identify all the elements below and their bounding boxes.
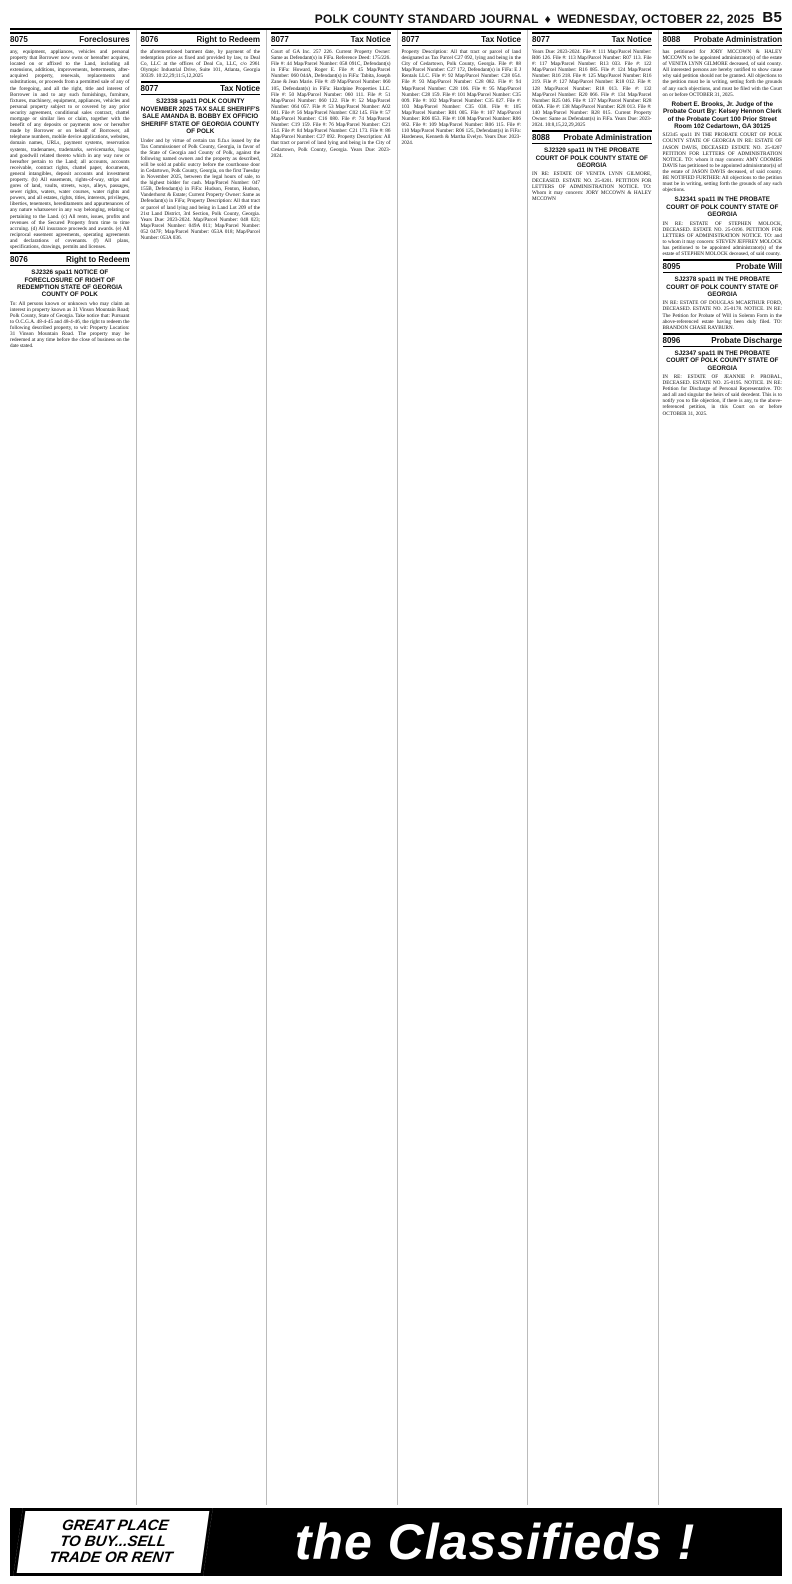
section-header <box>663 32 783 46</box>
notice-body: IN RE: ESTATE OF JEANNIE P. PROBAL, DECEASED. ESTATE NO. 25-0195. NOTICE. IN RE: Petition for Discharge of Personal Representative. TO: and all and singular the heirs of said decedent. This is to notify you to file objection, if there is any, to the above-referenced petition, in this Court on or before OCTOBER 31, 2025. <box>662 374 782 417</box>
notice-body: has petitioned for JORY MCCOWN & HALEY MCCOWN to be appointed administrator(s) of the estate of VENITA LYNN GILMORE deceased, of said county. All interested persons are hereby notified to show cause why said petition should not be granted. All objections to the petition must be in writing, setting forth the grounds of any such objections, and must be filed with the Court on or before OCTOBER 31, 2025. <box>662 49 782 98</box>
notice-body: IN RE: ESTATE OF DOUGLAS MCARTHUR FORD, DECEASED. ESTATE NO. 25-0178. NOTICE. IN RE: The Petition for Probate of Will in Solemn Form in the above-referenced estate having been duly filed. TO: BRANDON CHASE RAYBURN. <box>662 300 782 331</box>
diamond-separator: ♦ <box>544 12 551 26</box>
section-code: 8096 <box>662 335 681 345</box>
notice-body: the aforementioned barment date, by payment of the redemption price as fixed and provided by law, to Deal Co, LLC at the offices of Deal Co, LLC, c/o 2961 Olympic Industrial Drive, Suite 101, Atlanta, Georgia 30339. 10:22,29;11:5,12,2025 <box>140 49 260 80</box>
notice-body: Property Description: All that tract or parcel of land designated as Tax Parcel C27 092, lying and being in the City of Cedartown, Polk County, Georgia. File #: 88 Map/Parcel Number: C27 172, Defendant(s) in FiFa: E J Rentals LLC. File #: 92 Map/Parcel Number: C28 054. File #: 93 Map/Parcel Number: C28 082. File #: 94 Map/Parcel Number: C28 106. File #: 95 Map/Parcel Number: C28 159. File #: 101 Map/Parcel Number: C35 009. File #: 102 Map/Parcel Number: C35 027. File #: 103 Map/Parcel Number: C35 038. File #: 105 Map/Parcel Number: R01 005. File #: 107 Map/Parcel Number: R06 053. File #: 108 Map/Parcel Number: R06 062. File #: 109 Map/Parcel Number: R06 115. File #: 110 Map/Parcel Number: R06 125, Defendant(s) in FiFa: Hardeness, Kenneth & Martha Evelyn. Years Due: 2023-2024. <box>401 49 521 147</box>
section-code: 8077 <box>401 35 420 44</box>
section-category: Probate Administration <box>693 35 782 44</box>
masthead <box>10 4 782 30</box>
notice-columns <box>10 30 782 1505</box>
section-header <box>663 259 783 273</box>
notice-title: SJ2378 spa11 IN THE PROBATE COURT OF POLK COUNTY STATE OF GEORGIA <box>666 276 779 298</box>
section-header <box>10 32 130 46</box>
section-code: 8088 <box>532 133 550 143</box>
banner-slogan-line: TO BUY...SELL <box>58 1533 168 1550</box>
section-code: 8076 <box>10 255 28 265</box>
classifieds-banner <box>10 1508 782 1576</box>
page-number: B5 <box>762 9 782 26</box>
section-category: Probate Administration <box>563 133 652 143</box>
notice-body: Under and by virtue of certain tax fi.fa.s issued by the Tax Commissioner of Polk County, Georgia, in favor of the State of Georgia and County of Polk, against the following named owners and the property as described, will be sold at public outcry before the courthouse door in Cedartown, Polk County, Georgia, on the first Tuesday in November 2025, between the legal hours of sale, to the highest bidder for cash. Map/Parcel Number: 047 155B, Defendant(s) in FiFa: Hudson, Fenton, Hudson, Vanderhorst & Estate; Current Property Owner: Same as Defendant(s) in FiFa; Property Description: All that tract or parcel of land lying and being in Land Lot 209 of the 21st Land District, 3rd Section, Polk County, Georgia. Years Due: 2023-2024. Map/Parcel Number: 048 023; Map/Parcel Number: 049A 011; Map/Parcel Number: 052 047F; Map/Parcel Number: 053A 018; Map/Parcel Number: 053A 036. <box>140 137 260 241</box>
banner-slogan-line: TRADE OR RENT <box>47 1549 174 1566</box>
notice-title: SJ2326 spa11 NOTICE OF FORECLOSURE OF RIGHT OF REDEMPTION STATE OF GEORGIA COUNTY OF POLK <box>17 269 123 299</box>
notice-title: SJ2341 spa11 IN THE PROBATE COURT OF POLK COUNTY STATE OF GEORGIA <box>666 196 779 219</box>
notice-body: IN RE: ESTATE OF STEPHEN MOLOCK, DECEASED. ESTATE NO. 25-0196. PETITION FOR LETTERS OF ADMINISTRATION NOTICE. TO: and to whom it may concern: STEVEN JEFFREY MOLOCK has petitioned to be appointed administrator(s) of the estate of STEPHEN MOLOCK deceased, of said county. <box>662 220 782 257</box>
section-code: 8076 <box>140 35 159 44</box>
section-header <box>532 32 652 46</box>
notice-title: SJ2347 spa11 IN THE PROBATE COURT OF POLK COUNTY STATE OF GEORGIA <box>666 349 779 372</box>
notice-body: IN RE: ESTATE OF VENITA LYNN GILMORE, DECEASED. ESTATE NO. 25-0201. PETITION FOR LETTERS OF ADMINISTRATION NOTICE. TO: Whom it may concern: JORY MCCOWN & HALEY MCCOWN <box>532 171 652 202</box>
section-category: Foreclosures <box>79 35 130 44</box>
section-code: 8075 <box>10 35 28 44</box>
page-column <box>527 30 652 1505</box>
section-category: Tax Notice <box>220 84 260 94</box>
notice-body: To: All persons known or unknown who may claim an interest in property known as 31 Vinson Mountain Road; Polk County, State of Georgia. Take notice that: Pursuant to O.C.G.A. 48-4-45 and 48-4-46, the right to redeem the following described property, to wit: Property Location: 31 Vinson Mountain Road. The property may be redeemed at any time before the close of business on the date stated. <box>10 300 130 350</box>
section-header <box>402 32 522 46</box>
notice-body: Years Due: 2023-2024. File #: 111 Map/Parcel Number: R06 126. File #: 113 Map/Parcel Number: R07 113. File #: 117 Map/Parcel Number: R13 033. File #: 122 Map/Parcel Number: R16 085. File #: 124 Map/Parcel Number: R16 218. File #: 125 Map/Parcel Number: R16 219. File #: 127 Map/Parcel Number: R18 012. File #: 128 Map/Parcel Number: R18 013. File #: 132 Map/Parcel Number: R20 066. File #: 134 Map/Parcel Number: R25 046. File #: 137 Map/Parcel Number: R28 003A. File #: 138 Map/Parcel Number: R28 013. File #: 140 Map/Parcel Number: R28 015. Current Property Owner: Same as Defendant(s) in FiFa. Years Due: 2023-2024. 10:8,15,22,29,2025 <box>532 49 652 129</box>
section-category: Tax Notice <box>350 35 391 44</box>
notice-title: SJ2338 spa11 POLK COUNTY NOVEMBER 2025 TAX SALE SHERIFF'S SALE AMANDA B. BOBBY EX OFFICIO SHERIFF STATE OF GEORGIA COUNTY OF POLK <box>140 98 260 136</box>
section-header <box>532 130 652 144</box>
section-header <box>663 333 783 347</box>
section-header <box>10 252 130 266</box>
page-column <box>136 30 261 1505</box>
issue-date: WEDNESDAY, OCTOBER 22, 2025 <box>556 12 755 26</box>
section-code: 8088 <box>662 35 681 44</box>
page-column <box>10 30 130 1505</box>
banner-classifieds-title: the Classifieds ! <box>294 1514 696 1570</box>
page-column <box>266 30 391 1505</box>
banner-slogan <box>13 1508 213 1576</box>
section-header <box>141 81 261 95</box>
section-header <box>141 32 261 46</box>
section-category: Tax Notice <box>481 35 521 44</box>
section-category: Right to Redeem <box>196 35 260 44</box>
section-header <box>271 32 391 46</box>
section-category: Right to Redeem <box>65 255 130 265</box>
publication-name: POLK COUNTY STANDARD JOURNAL <box>314 12 539 26</box>
section-category: Probate Will <box>735 262 782 272</box>
banner-slogan-line: GREAT PLACE <box>60 1517 170 1534</box>
page-column <box>397 30 522 1505</box>
notice-title: Robert E. Brooks, Jr. Judge of the Probate Court By: Kelsey Hennon Clerk of the Probate Court 100 Prior Street Room 102 Cedartown, GA 30125 <box>662 100 782 130</box>
section-code: 8077 <box>140 84 159 94</box>
notice-title: SJ2329 spa11 IN THE PROBATE COURT OF POLK COUNTY STATE OF GEORGIA <box>535 147 648 170</box>
notice-body: any, equipment, appliances, vehicles and personal property that Borrower now owns or hereafter acquires, located on or affixed to the Land, including all extensions, additions, improvements, betterments, after-acquired property, renewals, replacements and substitutions, or proceeds from a permitted sale of any of the foregoing, and all the right, title and interest of Borrower in and to any such furnishings, furniture, fixtures, machinery, equipment, appliances, vehicles and personal property subject to or covered by any prior security agreement, conditional sales contract, chattel mortgage or similar lien or claim, together with the benefit of any deposits or payments now or hereafter made by Borrower or on behalf of Borrower, all telephone numbers, mobile device applications, websites, domain names, URLs, payment systems, reservation systems, tradenames, trademarks, servicemarks, logos and goodwill related thereto which in any way now or hereafter pertain to the Land; all accounts, accounts receivable, contract rights, chattel paper, documents, general intangibles, deposit accounts and investment property. (b) All easements, rights-of-way, strips and gores of land, vaults, streets, ways, alleys, passages, sewer rights, waters, water courses, water rights and powers, and all estates, rights, titles, interests, privileges, liberties, tenements, hereditaments and appurtenances of any nature whatsoever in any way belonging, relating or pertaining to the Land. (c) All rents, issues, profits and revenues of the Secured Property from time to time accruing. (d) All insurance proceeds and awards. (e) All reciprocal easement agreements, operating agreements and declarations of covenants. (f) All plans, specifications, drawings, permits and licenses. <box>10 49 130 250</box>
section-code: 8077 <box>532 35 550 44</box>
notice-body: Court of GA Inc. 257 226. Current Property Owner: Same as Defendant(s) in FiFa. Reference Deed: 175/226. File #: 44 Map/Parcel Number: 058 091C, Defendant(s) in FiFa: Howard, Roger E. File #: 45 Map/Parcel Number: 060 044A, Defendant(s) in FiFa: Tabita, Joseph Zane & Jean Marie. File #: 49 Map/Parcel Number: 060 105, Defendant(s) in FiFa: Hardpine Properties LLC. File #: 50 Map/Parcel Number: 060 111. File #: 51 Map/Parcel Number: 060 122. File #: 52 Map/Parcel Number: 064 057. File #: 53 Map/Parcel Number: A02 001. File #: 56 Map/Parcel Number: C02 145. File #: 57 Map/Parcel Number: C16 080. File #: 74 Map/Parcel Number: C19 159. File #: 76 Map/Parcel Number: C21 154. File #: 84 Map/Parcel Number: C21 173. File #: 86 Map/Parcel Number: C27 092. Property Description: All that tract or parcel of land lying and being in the City of Cedartown, Polk County, Georgia. Years Due: 2023-2024. <box>271 49 391 159</box>
page-column <box>658 30 783 1505</box>
section-category: Tax Notice <box>611 35 652 44</box>
section-code: 8095 <box>662 262 681 272</box>
section-code: 8077 <box>271 35 289 44</box>
section-category: Probate Discharge <box>711 335 782 345</box>
notice-body: SJ2345 spa11 IN THE PROBATE COURT OF POLK COUNTY STATE OF GEORGIA IN RE: ESTATE OF JASON DAVIS, DECEASED ESTATE NO. 25-0207 PETITION FOR LETTERS OF ADMINISTRATION NOTICE. TO: whom it may concern: AMY COOMBS DAVIS has petitioned to be appointed administrator(s) of the estate of JASON DAVIS deceased, of said county. BE NOTIFIED FURTHER: All objections to the petition must be in writing, setting forth the grounds of any such objections. <box>662 132 782 194</box>
